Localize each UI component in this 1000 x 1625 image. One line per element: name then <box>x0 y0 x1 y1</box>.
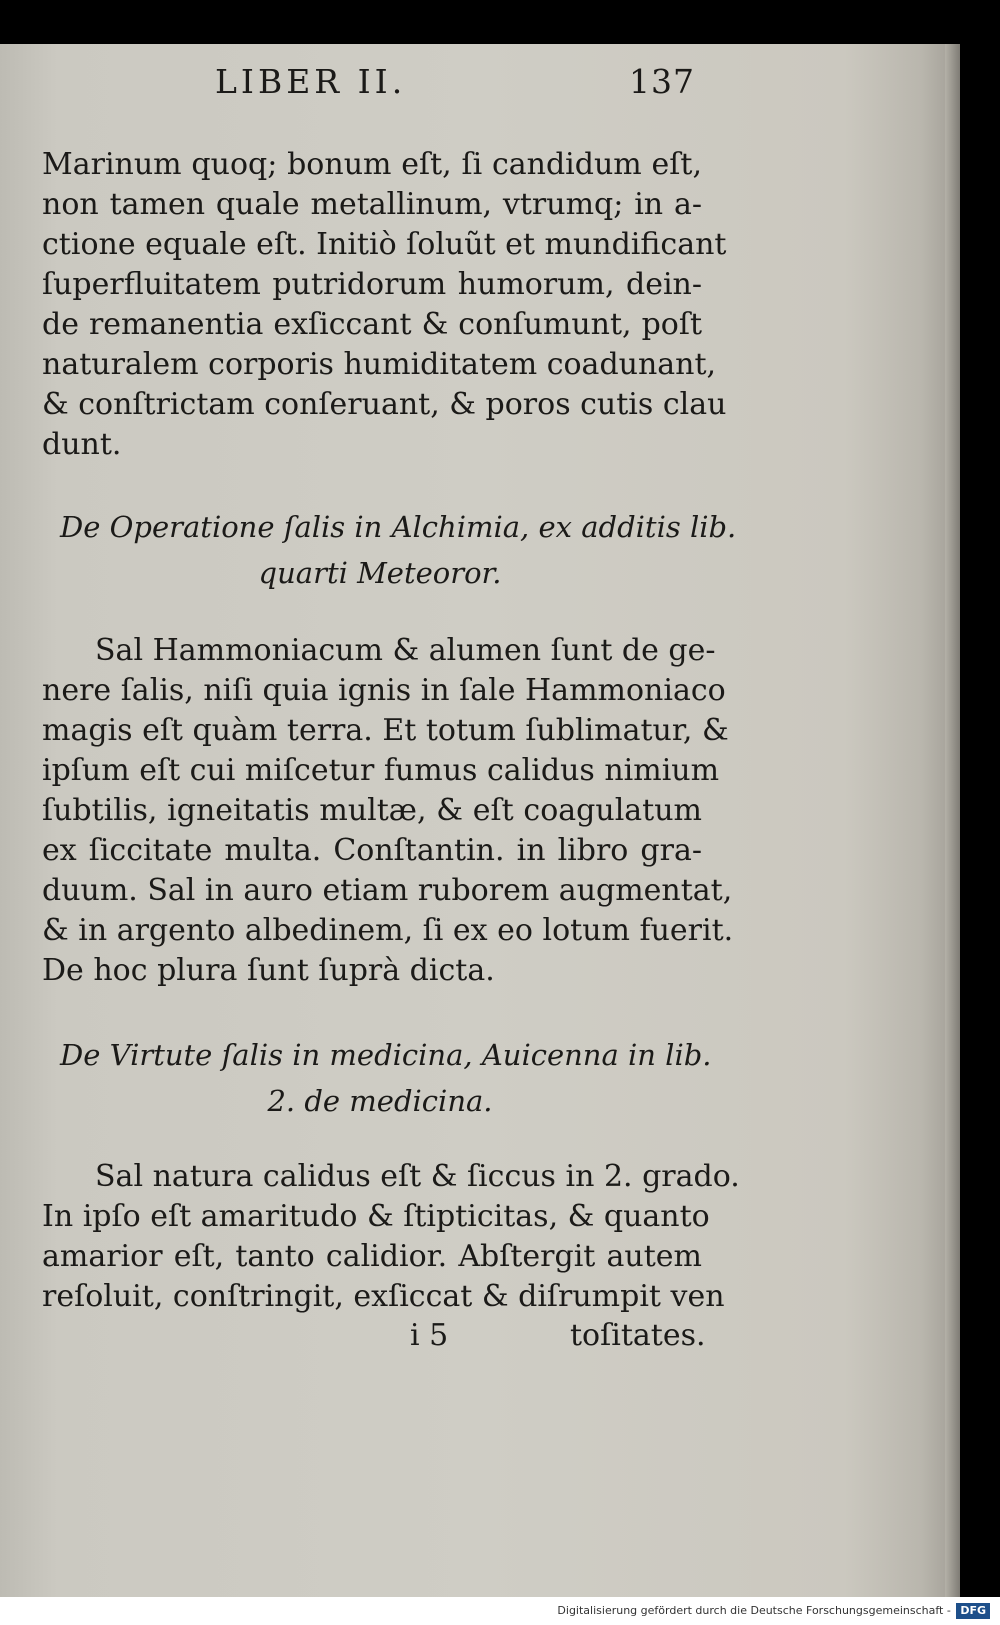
text-line: naturalem corporis humiditatem coadunant, <box>42 347 717 382</box>
running-head-title: LIBER II. <box>215 62 407 101</box>
page-edge <box>945 44 960 1597</box>
text-line: amarior eſt, tanto calidior. Abſtergit autem <box>42 1239 702 1274</box>
signature-mark: i 5 <box>410 1318 449 1353</box>
text-line: magis eſt quàm terra. Et totum ſublimatur, & <box>42 713 729 748</box>
text-line: ex ſiccitate multa. Conſtantin. in libro gra- <box>42 833 702 868</box>
catchword: toſitates. <box>570 1318 706 1353</box>
text-line: De hoc plura ſunt ſuprà dicta. <box>42 953 495 988</box>
text-line: ipſum eſt cui miſcetur fumus calidus nimium <box>42 753 720 788</box>
text-line: ſuperfluitatem putridorum humorum, dein- <box>42 267 702 302</box>
text-line: In ipſo eſt amaritudo & ſtipticitas, & quanto <box>42 1199 710 1234</box>
text-line: & in argento albedinem, ſi ex eo lotum fuerit. <box>42 913 734 948</box>
text-line: duum. Sal in auro etiam ruborem augmentat, <box>42 873 733 908</box>
text-line: de remanentia exſiccant & conſumunt, poſt <box>42 307 702 342</box>
section-heading: De Operatione ſalis in Alchimia, ex additis lib. <box>60 510 737 544</box>
text-line: Sal Hammoniacum & alumen ſunt de ge- <box>95 633 716 668</box>
section-heading: 2. de medicina. <box>267 1084 493 1118</box>
footer-text: Digitalisierung gefördert durch die Deutsche Forschungsgemeinschaft - <box>557 1604 951 1617</box>
text-line: nere ſalis, niſi quia ignis in ſale Hammoniaco <box>42 673 726 708</box>
page-number: 137 <box>629 62 695 101</box>
footer-bar <box>0 1597 1000 1625</box>
text-line: Marinum quoq; bonum eſt, ſi candidum eſt, <box>42 147 702 182</box>
text-line: dunt. <box>42 427 122 462</box>
text-line: non tamen quale metallinum, vtrumq; in a- <box>42 187 702 222</box>
section-heading: quarti Meteoror. <box>258 556 502 590</box>
dfg-logo[interactable]: DFG <box>956 1603 990 1619</box>
running-head <box>215 62 695 101</box>
text-line: & conſtrictam conſeruant, & poros cutis clau <box>42 387 727 422</box>
text-line: Sal natura calidus eſt & ſiccus in 2. grado. <box>95 1159 740 1194</box>
text-line: ſubtilis, igneitatis multæ, & eſt coagulatum <box>42 793 702 828</box>
text-line: ctione equale eſt. Initiò ſoluũt et mundificant <box>42 227 727 262</box>
text-line: reſoluit, conſtringit, exſiccat & diſrumpit ven <box>42 1279 725 1314</box>
section-heading: De Virtute ſalis in medicina, Auicenna in lib. <box>60 1038 712 1072</box>
